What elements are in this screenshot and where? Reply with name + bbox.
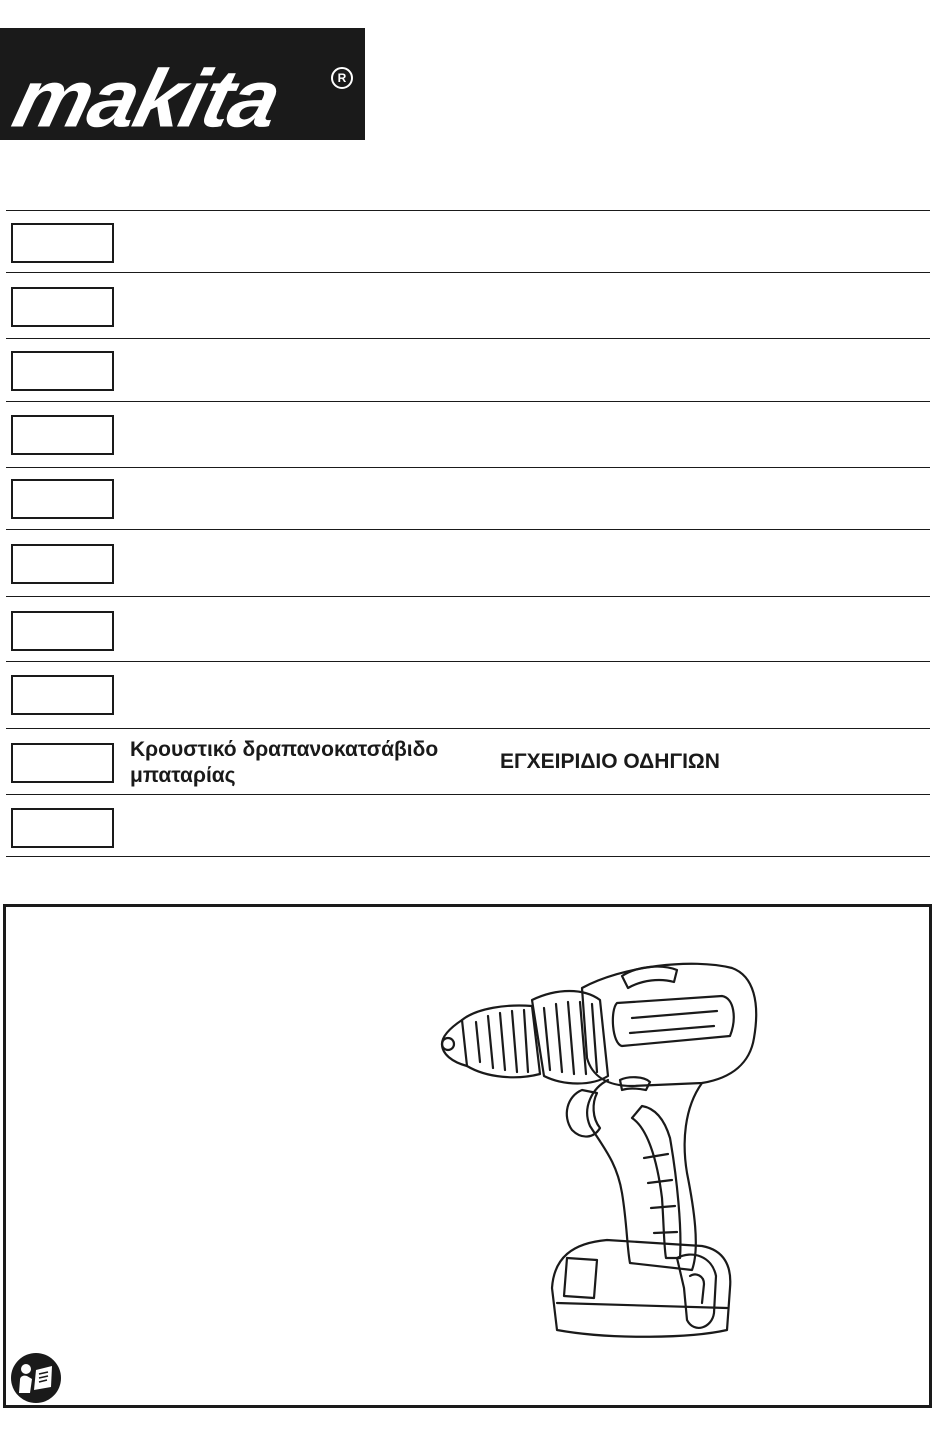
drill-battery-latch bbox=[564, 1258, 597, 1298]
language-code-box-2 bbox=[11, 287, 114, 327]
language-row-2 bbox=[6, 272, 930, 338]
language-row-4 bbox=[6, 401, 930, 467]
product-title-greek: Κρουστικό δραπανοκατσάβιδο μπαταρίας bbox=[130, 738, 439, 787]
registered-trademark-icon: R bbox=[331, 67, 353, 89]
language-code-box-8 bbox=[11, 675, 114, 715]
language-row-5 bbox=[6, 467, 930, 529]
language-row-3 bbox=[6, 338, 930, 401]
language-row-8 bbox=[6, 661, 930, 728]
language-code-box-3 bbox=[11, 351, 114, 391]
language-table bbox=[6, 210, 930, 857]
drill-direction-switch bbox=[620, 1077, 650, 1090]
drill-housing-vent bbox=[613, 996, 734, 1046]
drill-belt-clip bbox=[677, 1255, 716, 1328]
language-code-box-7 bbox=[11, 611, 114, 651]
drill-trigger bbox=[567, 1090, 600, 1137]
language-code-box-6 bbox=[11, 544, 114, 584]
language-code-box-10 bbox=[11, 808, 114, 848]
language-code-box-5 bbox=[11, 479, 114, 519]
language-row-1 bbox=[6, 210, 930, 272]
makita-logo bbox=[0, 28, 365, 145]
read-manual-icon bbox=[10, 1352, 62, 1404]
language-row-7 bbox=[6, 596, 930, 661]
document-type-greek: ΕΓΧΕΙΡΙΔΙΟ ΟΔΗΓΙΩΝ bbox=[500, 750, 720, 773]
language-code-box-greek bbox=[11, 743, 114, 783]
language-row-greek bbox=[6, 728, 930, 794]
cordless-hammer-drill-illustration bbox=[432, 958, 762, 1348]
language-row-6 bbox=[6, 529, 930, 596]
language-code-box-1 bbox=[11, 223, 114, 263]
logo-wordmark: makita bbox=[4, 53, 289, 145]
language-row-10 bbox=[6, 794, 930, 857]
language-code-box-4 bbox=[11, 415, 114, 455]
